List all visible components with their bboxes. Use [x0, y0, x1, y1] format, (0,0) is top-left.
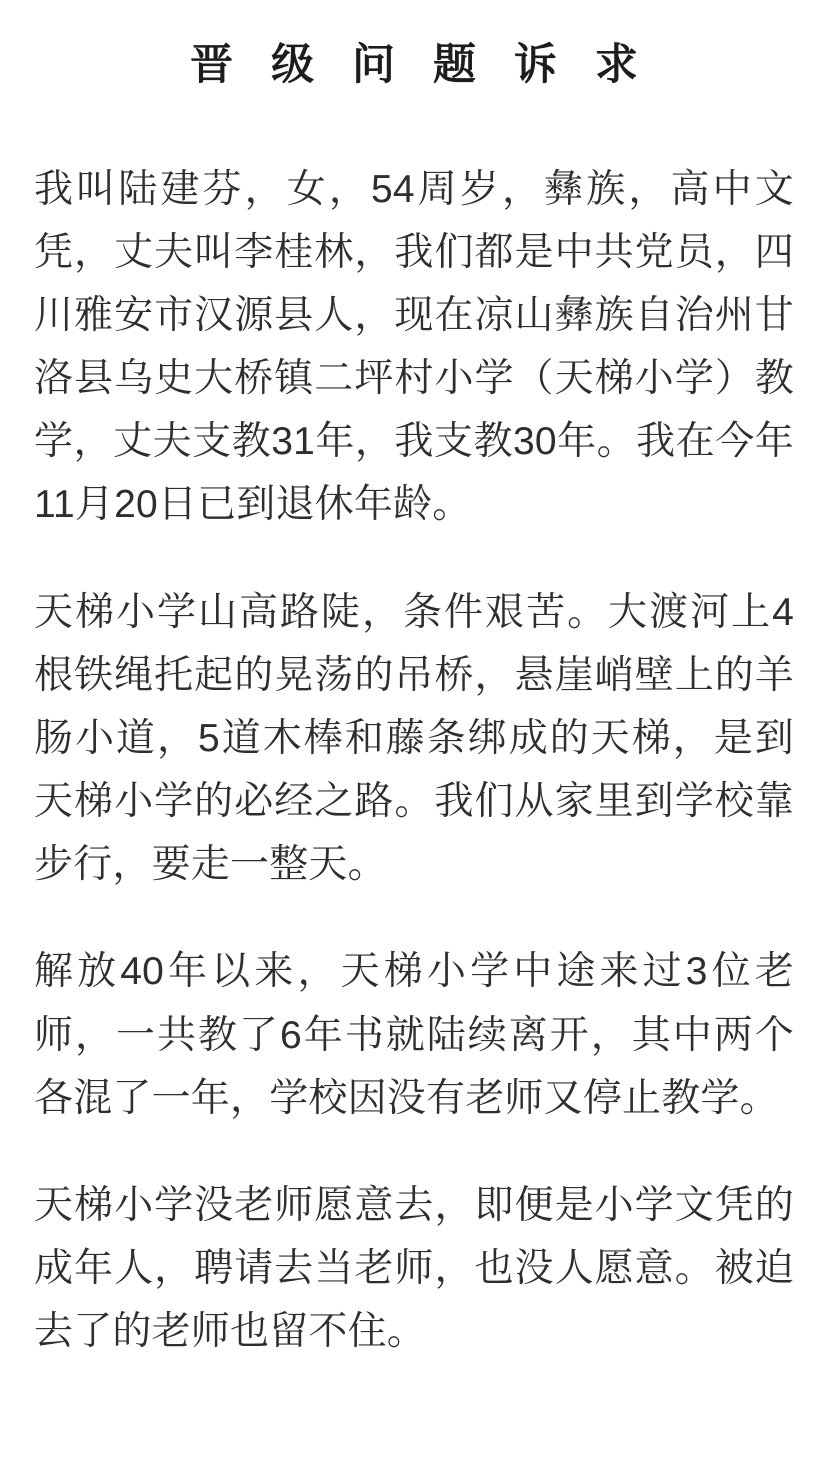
- page-title: 晋 级 问 题 诉 求: [190, 41, 651, 89]
- document-body: [34, 158, 794, 1364]
- paragraph-3: 解放40年以来，天梯小学中途来过3位老师，一共教了6年书就陆续离开，其中两个各混了一年，学校因没有老师又停止教学。: [34, 950, 794, 1120]
- paragraph-2: 天梯小学山高路陡，条件艰苦。大渡河上4根铁绳托起的晃荡的吊桥，悬崖峭壁上的羊肠小道，5道木棒和藤条绑成的天梯，是到天梯小学的必经之路。我们从家里到学校靠步行，要走一整天。: [34, 590, 794, 887]
- paragraph-4: 天梯小学没老师愿意去，即便是小学文凭的成年人，聘请去当老师，也没人愿意。被迫去了的老师也留不住。: [34, 1184, 794, 1354]
- paragraph-1: 我叫陆建芬，女，54周岁，彝族，高中文凭，丈夫叫李桂林，我们都是中共党员，四川雅安市汉源县人，现在凉山彝族自治州甘洛县乌史大桥镇二坪村小学（天梯小学）教学，丈夫支教31年，我支教30年。我在今年11月20日已到退休年龄。: [34, 167, 794, 527]
